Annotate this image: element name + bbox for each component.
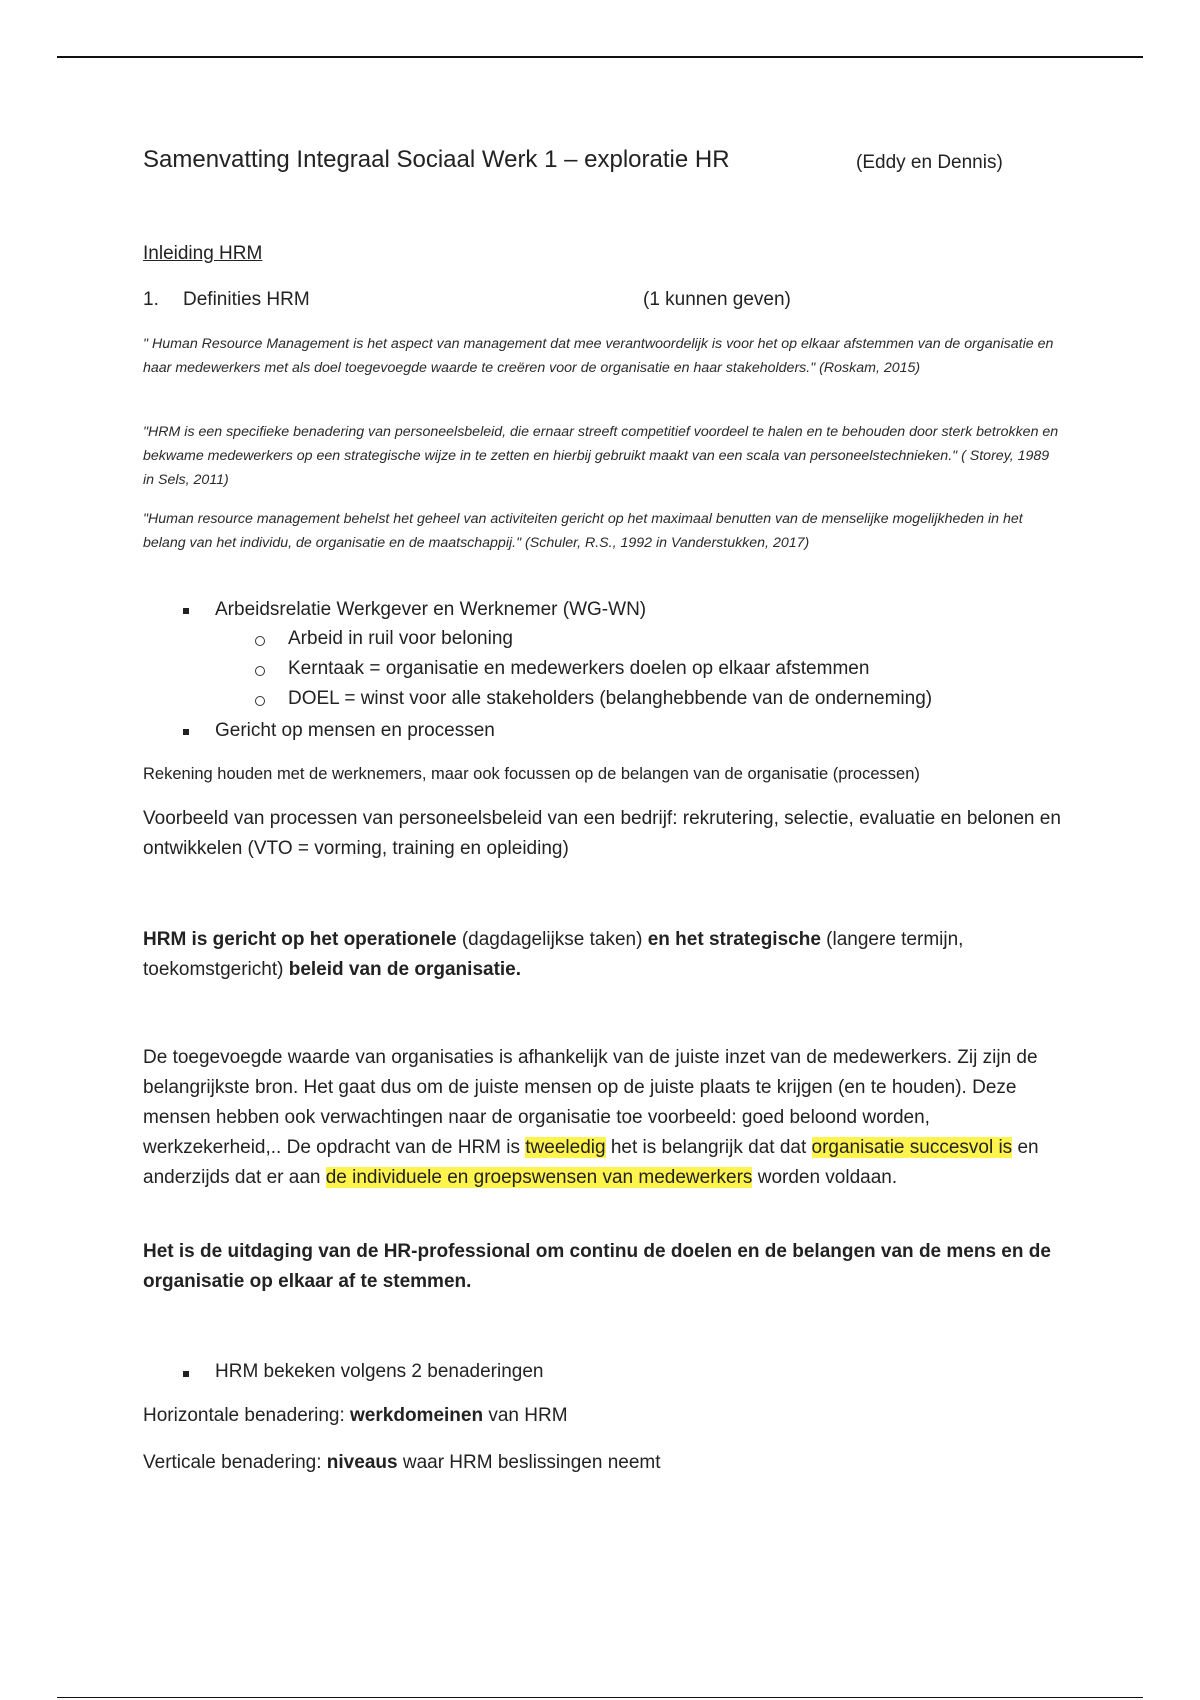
- circle-bullet-icon: [255, 666, 265, 676]
- uitdaging-paragraph: Het is de uitdaging van de HR-professional om continu de doelen en de belangen van de mens en de organisatie op elkaar af te stemmen.: [143, 1241, 1051, 1292]
- highlight: organisatie succesvol is: [811, 1137, 1013, 1158]
- square-bullet-icon: [183, 608, 189, 614]
- numbered-heading: [143, 289, 310, 311]
- sub-bullet-item: Arbeid in ruil voor beloning: [288, 628, 513, 649]
- section-heading: Inleiding HRM: [143, 243, 263, 264]
- verticale-benadering: Verticale benadering: niveaus waar HRM beslissingen neemt: [143, 1452, 661, 1473]
- sub-bullet-item: DOEL = winst voor alle stakeholders (belanghebbende van de onderneming): [288, 688, 933, 709]
- heading-number: 1.: [143, 289, 159, 310]
- circle-bullet-icon: [255, 696, 265, 706]
- circle-bullet-icon: [255, 636, 265, 646]
- voorbeeld-paragraph: Voorbeeld van processen van personeelsbeleid van een bedrijf: rekrutering, selectie, evaluatie en belonen en ontwikkelen (VTO = vorming, training en opleiding): [143, 808, 1061, 859]
- highlight: tweeledig: [525, 1137, 606, 1158]
- footer-rule: [57, 1697, 1143, 1698]
- square-bullet-icon: [183, 1371, 189, 1377]
- toegevoegde-waarde-paragraph: De toegevoegde waarde van organisaties is afhankelijk van de juiste inzet van de medewerkers. Zij zijn de belangrijkste bron. Het gaat dus om de juiste mensen op de juiste plaats te krijgen (en te houden). Deze mensen hebben ook verwachtingen naar de organisatie toe voorbeeld: goed beloond worden, werkzekerheid,.. De opdracht van de HRM is tweeledig het is belangrijk dat dat organisatie succesvol is en anderzijds dat er aan de individuele en groepswensen van medewerkers worden voldaan.: [143, 1047, 1039, 1188]
- hrm-focus-paragraph: HRM is gericht op het operationele (dagdagelijkse taken) en het strategische (langere termijn, toekomstgericht) beleid van de organisatie.: [143, 929, 964, 980]
- horizontale-benadering: Horizontale benadering: werkdomeinen van HRM: [143, 1405, 568, 1426]
- highlight: de individuele en groepswensen van medewerkers: [325, 1167, 753, 1188]
- bullet-item: Arbeidsrelatie Werkgever en Werknemer (WG-WN): [215, 599, 647, 620]
- document-authors: (Eddy en Dennis): [856, 152, 1003, 173]
- bullet-item: HRM bekeken volgens 2 benaderingen: [215, 1361, 544, 1382]
- sub-bullet-item: Kerntaak = organisatie en medewerkers doelen op elkaar afstemmen: [288, 658, 870, 679]
- document-title: Samenvatting Integraal Sociaal Werk 1 – exploratie HR: [143, 146, 730, 173]
- definition-quote: "Human resource management behelst het geheel van activiteiten gericht op het maximaal benutten van de menselijke mogelijkheden in het belang van het individu, de organisatie en de maatschappij." (Schuler, R.S., 1992 in Vanderstukken, 2017): [143, 511, 1023, 551]
- header-rule: [57, 56, 1143, 58]
- definition-quote: " Human Resource Management is het aspect van management dat mee verantwoordelijk is voor het op elkaar afstemmen van de organisatie en haar medewerkers met als doel toegevoegde waarde te creëren voor de organisatie en haar stakeholders." (Roskam, 2015): [143, 336, 1054, 376]
- definition-quote: "HRM is een specifieke benadering van personeelsbeleid, die ernaar streeft competitief voordeel te halen en te behouden door sterk betrokken en bekwame medewerkers op een strategische wijze in te zetten en hierbij gebruikt maakt van een scala van personeelstechnieken." ( Storey, 1989 in Sels, 2011): [143, 424, 1059, 488]
- heading-text: Definities HRM: [183, 289, 310, 310]
- bullet-item: Gericht op mensen en processen: [215, 720, 495, 741]
- rekening-paragraph: Rekening houden met de werknemers, maar ook focussen op de belangen van de organisatie (processen): [143, 765, 920, 783]
- square-bullet-icon: [183, 729, 189, 735]
- heading-note: (1 kunnen geven): [643, 289, 791, 310]
